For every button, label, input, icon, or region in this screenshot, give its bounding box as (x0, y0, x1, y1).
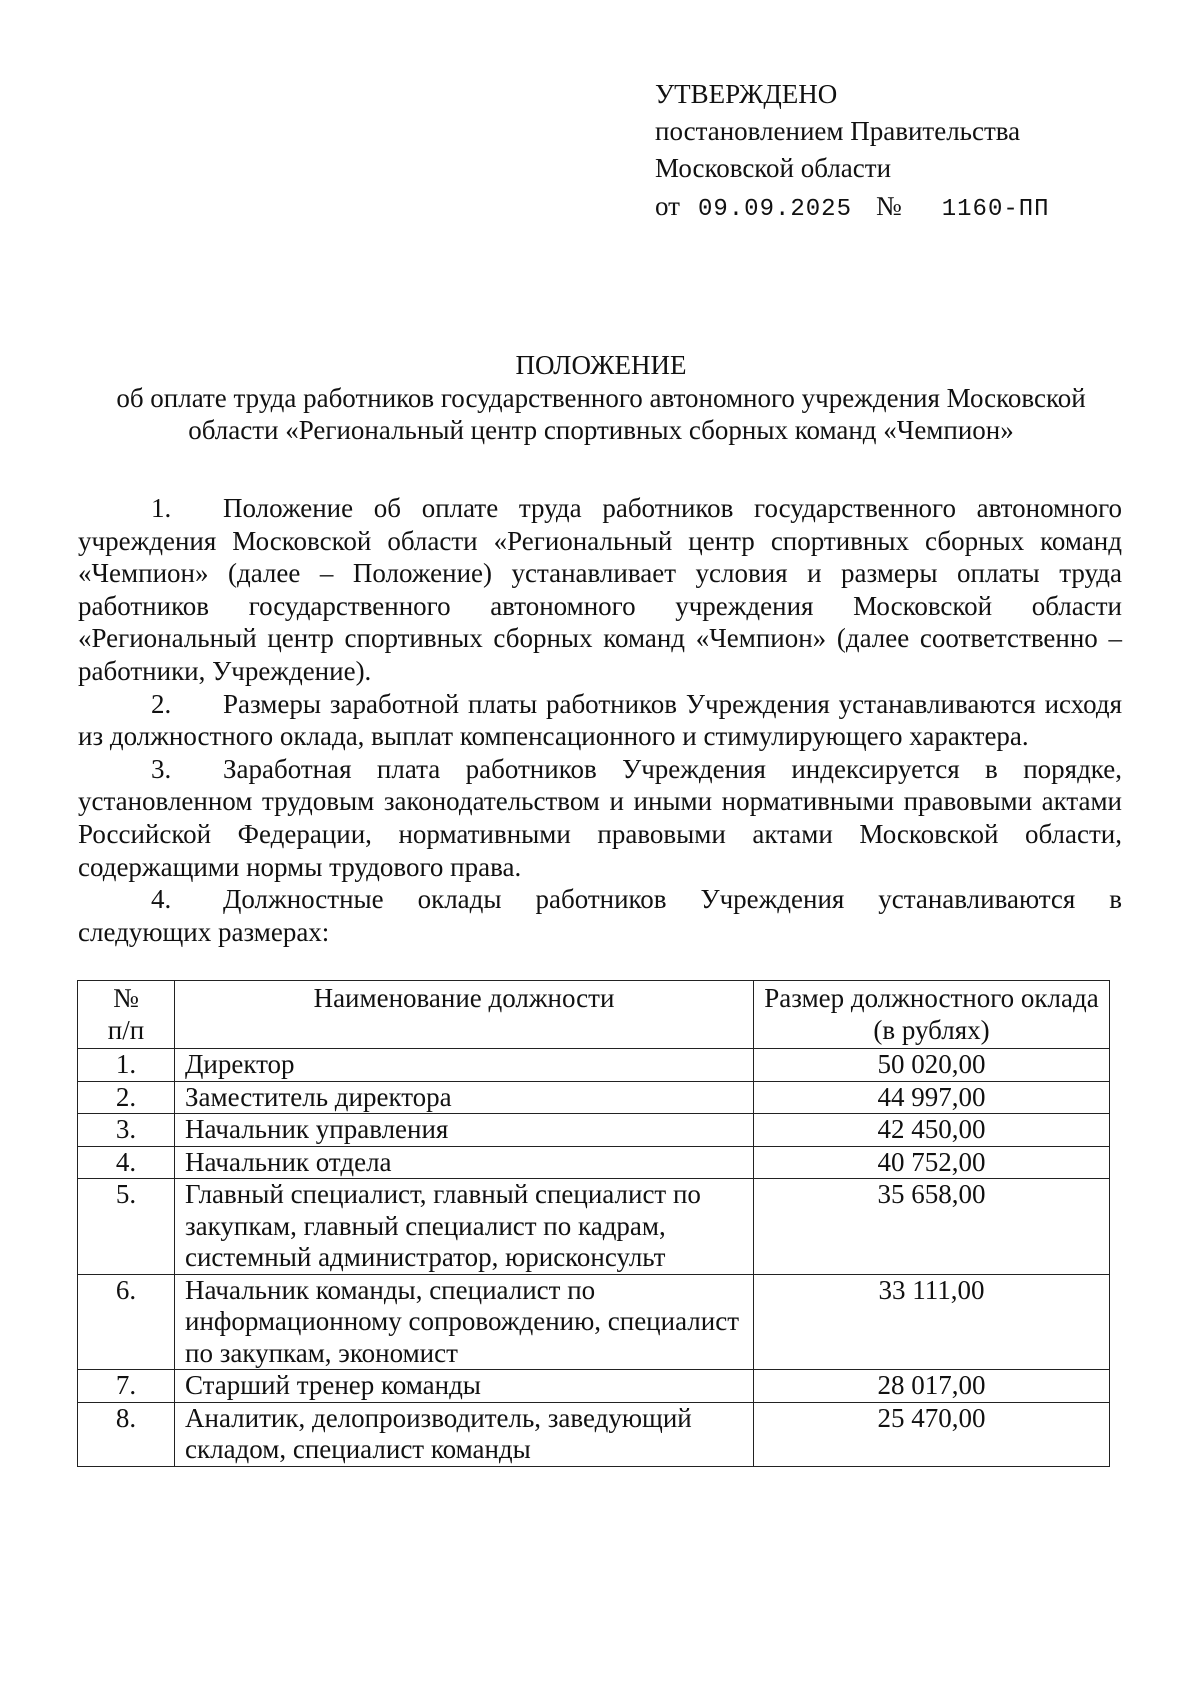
header-salary-line-2: (в рублях) (873, 1014, 990, 1045)
row-salary: 44 997,00 (754, 1081, 1110, 1114)
approval-issuer: постановлением Правительства (655, 116, 1021, 146)
salary-table (77, 980, 1110, 1467)
approval-number-sign: № (875, 191, 902, 221)
row-number: 8. (78, 1402, 175, 1466)
row-salary: 40 752,00 (754, 1146, 1110, 1179)
row-position: Директор (175, 1049, 754, 1082)
paragraph-1 (78, 492, 1122, 688)
row-number: 1. (78, 1049, 175, 1082)
header-position: Наименование должности (175, 981, 754, 1049)
row-number: 4. (78, 1146, 175, 1179)
paragraph-4 (78, 883, 1122, 948)
paragraph-text: Должностные оклады работников Учреждения устанавливаются в следующих размерах: (78, 884, 1122, 947)
approval-region: Московской области (655, 153, 892, 183)
row-position: Заместитель директора (175, 1081, 754, 1114)
row-position: Начальник отдела (175, 1146, 754, 1179)
row-salary: 50 020,00 (754, 1049, 1110, 1082)
title-subtitle-line-1: об оплате труда работников государственного автономного учреждения Московской (116, 383, 1086, 413)
paragraph-3 (78, 753, 1122, 883)
approval-date-row (655, 188, 1050, 228)
row-position: Аналитик, делопроизводитель, заведующий складом, специалист команды (175, 1402, 754, 1466)
table-row (78, 1049, 1110, 1082)
table-row (78, 1274, 1110, 1370)
row-position: Начальник команды, специалист по информационному сопровождению, специалист по закупкам, экономист (175, 1274, 754, 1370)
paragraph-text: Положение об оплате труда работников государственного автономного учреждения Московской области «Региональный центр спортивных сборных команд «Чемпион» (далее – Положение) устанавливает условия и размеры оплаты труда работников государственного автономного учреждения Московской области «Региональный центр спортивных сборных команд «Чемпион» (далее соответственно – работники, Учреждение). (78, 493, 1122, 686)
document-body (78, 492, 1122, 948)
header-number (78, 981, 175, 1049)
table-row (78, 1081, 1110, 1114)
row-number: 3. (78, 1114, 175, 1147)
row-salary: 35 658,00 (754, 1179, 1110, 1275)
paragraph-number: 4. (151, 884, 172, 915)
header-number-line-1: № (113, 983, 139, 1013)
paragraph-number: 3. (151, 753, 172, 784)
paragraph-2 (78, 688, 1122, 753)
table-row (78, 1179, 1110, 1275)
title-subtitle-line-2: области «Региональный центр спортивных сборных команд «Чемпион» (188, 415, 1014, 445)
paragraph-text: Размеры заработной платы работников Учреждения устанавливаются исходя из должностного оклада, выплат компенсационного и стимулирующего характера. (78, 688, 1122, 752)
table-header-row (78, 981, 1110, 1049)
row-number: 2. (78, 1081, 175, 1114)
paragraph-number: 2. (151, 688, 172, 719)
table-row (78, 1402, 1110, 1466)
approval-date: 09.09.2025 (697, 196, 852, 223)
row-salary: 33 111,00 (754, 1274, 1110, 1370)
row-salary: 42 450,00 (754, 1114, 1110, 1147)
paragraph-text: Заработная плата работников Учреждения индексируется в порядке, установленном трудовым законодательством и иными нормативными правовыми актами Российской Федерации, нормативными правовыми актами Московской области, содержащими нормы трудового права. (78, 753, 1122, 882)
table-row (78, 1114, 1110, 1147)
row-salary: 28 017,00 (754, 1370, 1110, 1403)
approval-date-prefix: от (655, 191, 680, 221)
document-title (78, 349, 1124, 446)
header-salary-line-1: Размер должностного оклада (764, 983, 1099, 1013)
table-row (78, 1146, 1110, 1179)
row-position: Старший тренер команды (175, 1370, 754, 1403)
row-number: 7. (78, 1370, 175, 1403)
row-position: Главный специалист, главный специалист по закупкам, главный специалист по кадрам, системный администратор, юрисконсульт (175, 1179, 754, 1275)
title-main: ПОЛОЖЕНИЕ (515, 350, 687, 380)
approval-number: 1160-ПП (941, 196, 1050, 223)
approval-heading: УТВЕРЖДЕНО (655, 79, 838, 109)
approval-block (655, 76, 1050, 228)
header-salary (754, 981, 1110, 1049)
table-row (78, 1370, 1110, 1403)
row-position: Начальник управления (175, 1114, 754, 1147)
row-salary: 25 470,00 (754, 1402, 1110, 1466)
header-number-line-2: п/п (107, 1014, 145, 1045)
row-number: 5. (78, 1179, 175, 1275)
paragraph-number: 1. (151, 493, 172, 523)
row-number: 6. (78, 1274, 175, 1370)
